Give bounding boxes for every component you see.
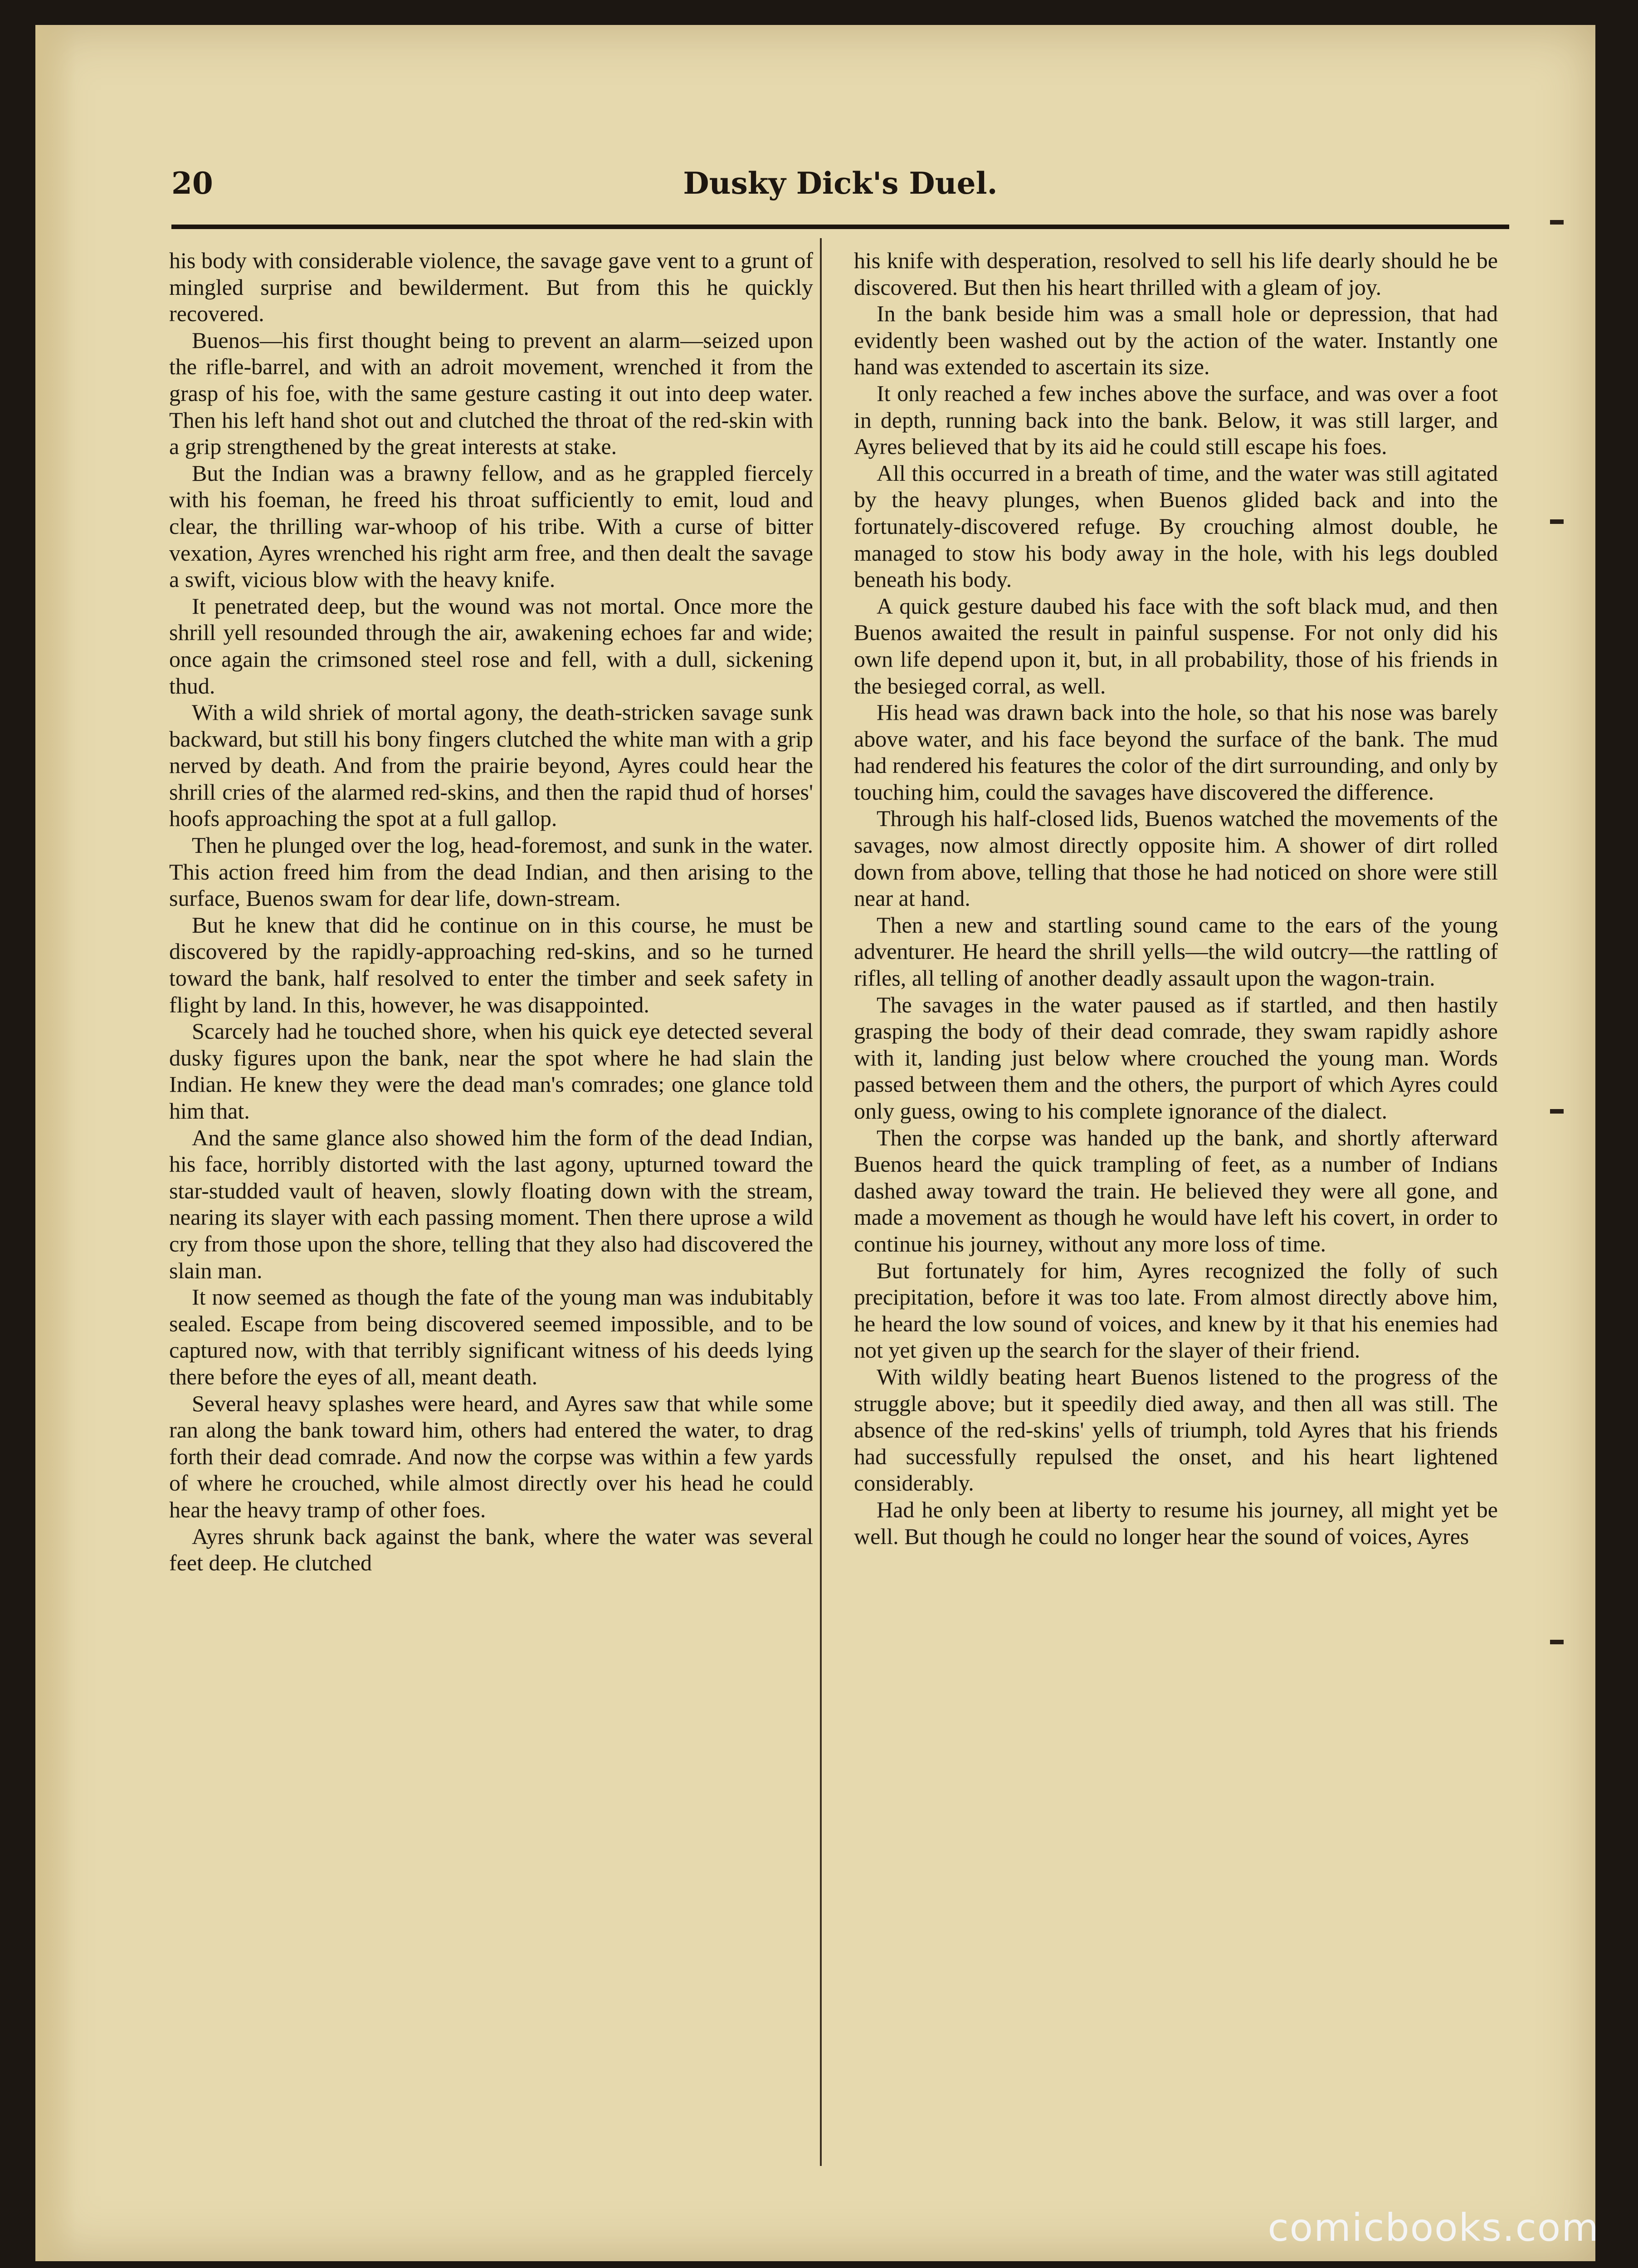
book-page bbox=[35, 25, 1595, 2261]
page-header bbox=[171, 147, 1509, 220]
margin-mark bbox=[1550, 1109, 1564, 1114]
paragraph: his body with considerable violence, the savage gave vent to a grunt of mingled surprise and bewilderment. But from this he quickly recovered. bbox=[169, 248, 813, 327]
paragraph: But the Indian was a brawny fellow, and as he grappled fiercely with his foeman, he freed his throat sufficiently to emit, loud and clear, the thrilling war-whoop of his tribe. With a curse of bitter vexation, Ayres wrenched his right arm free, and then dealt the savage a swift, vicious blow with the heavy knife. bbox=[169, 460, 813, 592]
paragraph: In the bank beside him was a small hole or depression, that had evidently been washed out by the action of the water. Instantly one hand was extended to ascertain its size. bbox=[854, 301, 1498, 380]
paragraph: Scarcely had he touched shore, when his quick eye detected several dusky figures upon the bank, near the spot where he had slain the Indian. He knew they were the dead man's comrades; one glance told him that. bbox=[169, 1018, 813, 1124]
column-divider bbox=[820, 238, 822, 2166]
paragraph: And the same glance also showed him the form of the dead Indian, his face, horribly distorted with the last agony, upturned toward the star-studded vault of heaven, slowly floating down with the stream, nearing its slayer with each passing moment. Then there uprose a wild cry from those upon the shore, telling that they also had discovered the slain man. bbox=[169, 1124, 813, 1283]
paragraph: Buenos—his first thought being to prevent an alarm—seized upon the rifle-barrel, and with an adroit movement, wrenched it from the grasp of his foe, with the same gesture casting it out into deep water. Then his left hand shot out and clutched the throat of the red-skin with a grip strengthened by the great interests at stake. bbox=[169, 327, 813, 459]
header-rule bbox=[171, 225, 1509, 229]
paragraph: Then he plunged over the log, head-foremost, and sunk in the water. This action freed him from the dead Indian, and then arising to the surface, Buenos swam for dear life, down-stream. bbox=[169, 832, 813, 911]
margin-mark bbox=[1550, 1640, 1564, 1644]
page-number: 20 bbox=[171, 166, 213, 201]
paragraph: But fortunately for him, Ayres recognized the folly of such precipitation, before it was too late. From almost directly above him, he heard the low sound of voices, and knew by it that his enemies had not yet given up the search for the slayer of their friend. bbox=[854, 1257, 1498, 1363]
paragraph: The savages in the water paused as if startled, and then hastily grasping the body of their dead comrade, they swam rapidly ashore with it, landing just below where crouched the young man. Words passed between them and the others, the purport of which Ayres could only guess, owing to his complete ignorance of the dialect. bbox=[854, 992, 1498, 1124]
margin-mark bbox=[1550, 519, 1564, 524]
paragraph: Then a new and startling sound came to the ears of the young adventurer. He heard the shrill yells—the wild outcry—the rattling of rifles, all telling of another deadly assault upon the wagon-train. bbox=[854, 912, 1498, 991]
paragraph: A quick gesture daubed his face with the soft black mud, and then Buenos awaited the result in painful suspense. For not only did his own life depend upon it, but, in all probability, those of his friends in the besieged corral, as well. bbox=[854, 593, 1498, 699]
page-binding-shadow bbox=[35, 25, 76, 2261]
paragraph: With wildly beating heart Buenos listened to the progress of the struggle above; but it speedily died away, and then all was still. The absence of the red-skins' yells of triumph, told Ayres that his friends had successfully repulsed the onset, and his heart lightened considerably. bbox=[854, 1364, 1498, 1496]
paragraph: Ayres shrunk back against the bank, where the water was several feet deep. He clutched bbox=[169, 1523, 813, 1576]
paragraph: All this occurred in a breath of time, and the water was still agitated by the heavy plunges, when Buenos glided back and into the fortunately-discovered refuge. By crouching almost double, he managed to stow his body away in the hole, with his legs doubled beneath his body. bbox=[854, 460, 1498, 592]
paragraph: It only reached a few inches above the surface, and was over a foot in depth, running back into the bank. Below, it was still larger, and Ayres believed that by its aid he could still escape his foes. bbox=[854, 380, 1498, 459]
paragraph: Several heavy splashes were heard, and Ayres saw that while some ran along the bank toward him, others had entered the water, to drag forth their dead comrade. And now the corpse was within a few yards of where he crouched, while almost directly over his head he could hear the heavy tramp of other foes. bbox=[169, 1390, 813, 1522]
paragraph: Through his half-closed lids, Buenos watched the movements of the savages, now almost directly opposite him. A shower of dirt rolled down from above, telling that those he had noticed on shore were still near at hand. bbox=[854, 806, 1498, 911]
paragraph: It penetrated deep, but the wound was not mortal. Once more the shrill yell resounded through the air, awakening echoes far and wide; once again the crimsoned steel rose and fell, with a dull, sickening thud. bbox=[169, 593, 813, 699]
paragraph: Had he only been at liberty to resume his journey, all might yet be well. But though he could no longer hear the sound of voices, Ayres bbox=[854, 1496, 1498, 1549]
paragraph: His head was drawn back into the hole, so that his nose was barely above water, and his face beyond the surface of the bank. The mud had rendered his features the color of the dirt surrounding, and only by touching him, could the savages have discovered the difference. bbox=[854, 699, 1498, 805]
running-title: Dusky Dick's Duel. bbox=[683, 166, 998, 201]
paragraph: Then the corpse was handed up the bank, and shortly afterward Buenos heard the quick trampling of feet, as a number of Indians dashed away toward the train. He believed they were all gone, and made a movement as though he would have left his covert, in order to continue his journey, without any more loss of time. bbox=[854, 1124, 1498, 1256]
right-column bbox=[854, 247, 1498, 2175]
watermark: comicbooks.com bbox=[1268, 2205, 1599, 2250]
paragraph: his knife with desperation, resolved to sell his life dearly should he be discovered. But then his heart thrilled with a gleam of joy. bbox=[854, 248, 1498, 300]
paragraph: With a wild shriek of mortal agony, the death-stricken savage sunk backward, but still his bony fingers clutched the white man with a grip nerved by death. And from the prairie beyond, Ayres could hear the shrill cries of the alarmed red-skins, and then the rapid thud of horses' hoofs approaching the spot at a full gallop. bbox=[169, 699, 813, 831]
paragraph: It now seemed as though the fate of the young man was indubitably sealed. Escape from being discovered seemed impossible, and to be captured now, with that terribly significant witness of his deeds lying there before the eyes of all, meant death. bbox=[169, 1284, 813, 1389]
paragraph: But he knew that did he continue on in this course, he must be discovered by the rapidly-approaching red-skins, and so he turned toward the bank, half resolved to enter the timber and seek safety in flight by land. In this, however, he was disappointed. bbox=[169, 912, 813, 1017]
margin-mark bbox=[1550, 220, 1564, 225]
left-column bbox=[169, 247, 813, 2175]
